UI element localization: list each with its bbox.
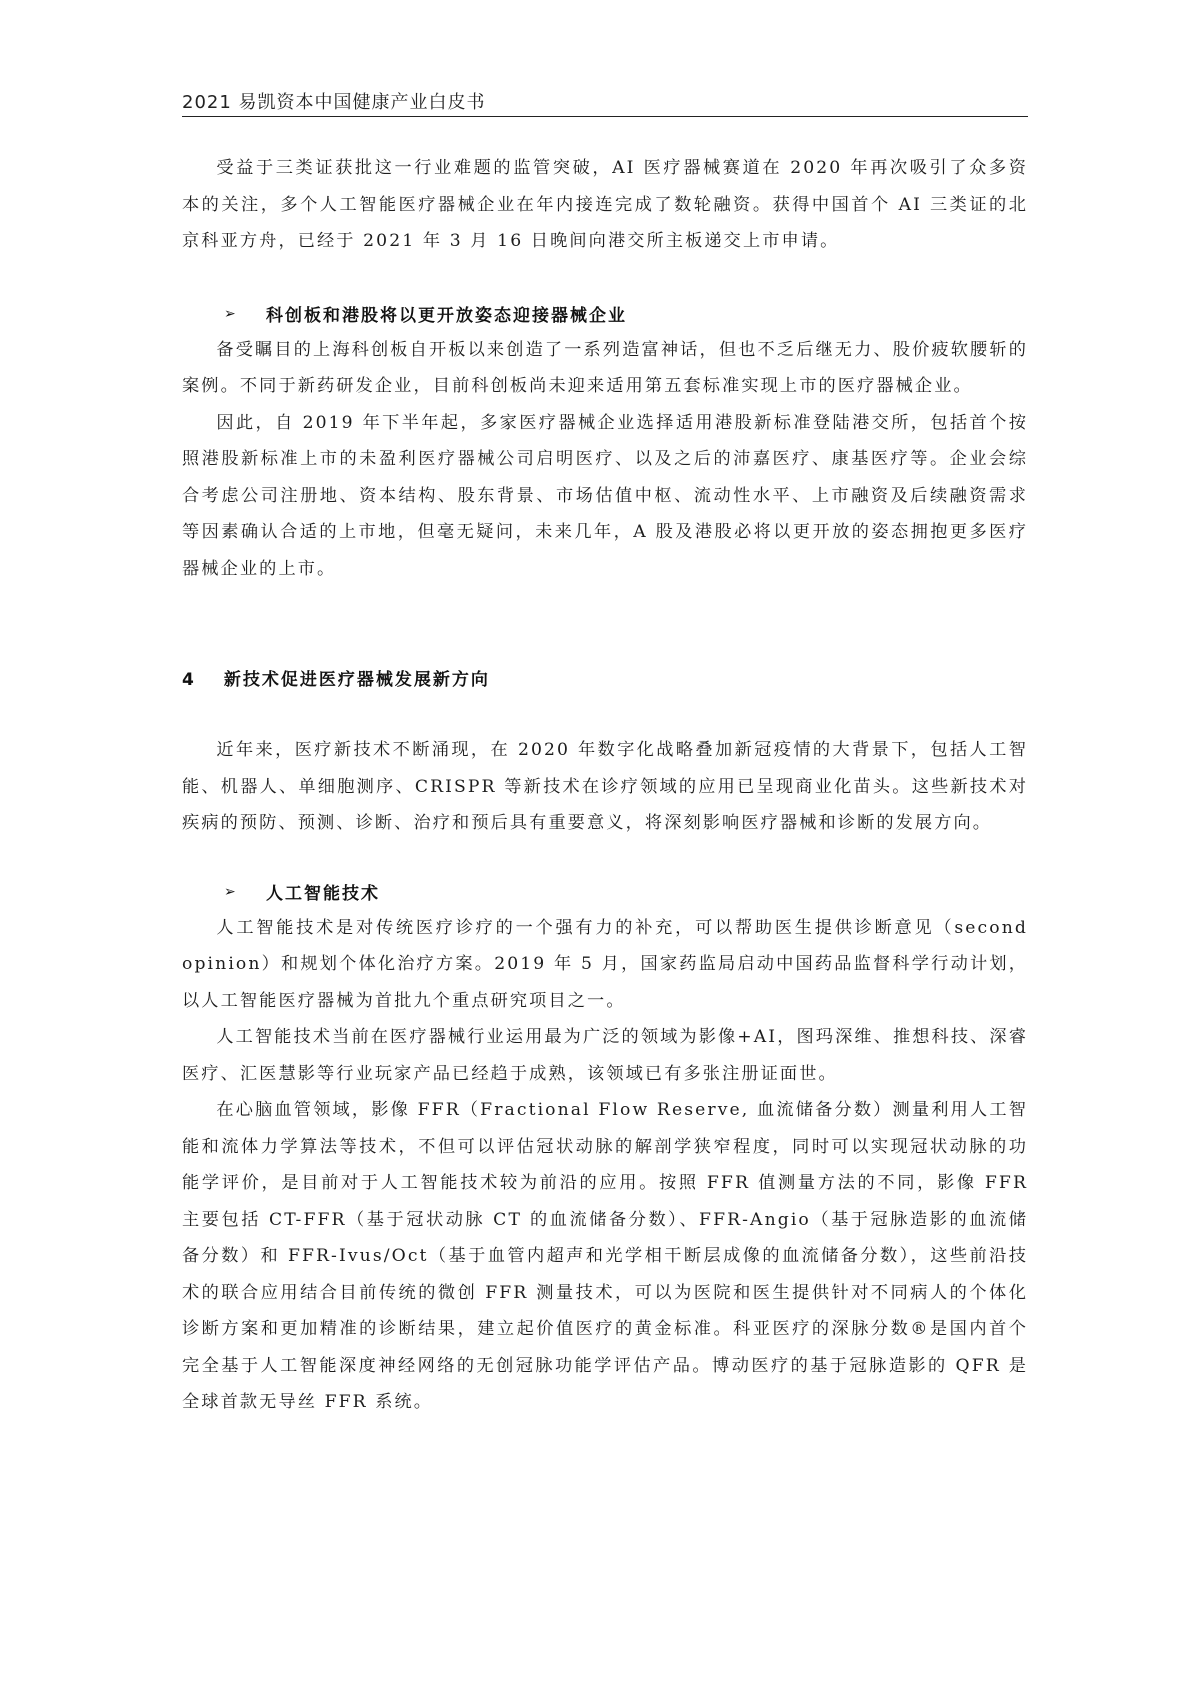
section-heading-4	[182, 665, 1028, 690]
intro-paragraph: 受益于三类证获批这一行业难题的监管突破，AI 医疗器械赛道在 2020 年再次吸引了众多资本的关注，多个人工智能医疗器械企业在年内接连完成了数轮融资。获得中国首个 AI 三类证的北京科亚方舟，已经于 2021 年 3 月 16 日晚间向港交所主板递交上市申请。	[182, 158, 1028, 251]
header-title: 2021 易凯资本中国健康产业白皮书	[182, 92, 486, 113]
subsection-title-ipo: 科创板和港股将以更开放姿态迎接器械企业	[266, 306, 627, 326]
arrow-bullet-icon: ➢	[224, 305, 238, 322]
subsection-heading-ai	[182, 874, 1028, 910]
subsection-title-ai: 人工智能技术	[266, 884, 380, 904]
ipo-paragraph-1: 备受瞩目的上海科创板自开板以来创造了一系列造富神话，但也不乏后继无力、股价疲软腰斩的案例。不同于新药研发企业，目前科创板尚未迎来适用第五套标准实现上市的医疗器械企业。	[182, 339, 1028, 396]
page-header	[182, 86, 1028, 117]
ai-paragraph-2: 人工智能技术当前在医疗器械行业运用最为广泛的领域为影像+AI，图玛深维、推想科技、深睿医疗、汇医慧影等行业玩家产品已经趋于成熟，该领域已有多张注册证面世。	[182, 1027, 1028, 1084]
ipo-paragraph-2: 因此，自 2019 年下半年起，多家医疗器械企业选择适用港股新标准登陆港交所，包括首个按照港股新标准上市的未盈利医疗器械公司启明医疗、以及之后的沛嘉医疗、康基医疗等。企业会综合考虑公司注册地、资本结构、股东背景、市场估值中枢、流动性水平、上市融资及后续融资需求等因素确认合适的上市地，但毫无疑问，未来几年，A 股及港股必将以更开放的姿态拥抱更多医疗器械企业的上市。	[182, 412, 1028, 579]
ai-paragraph-3: 在心脑血管领域，影像 FFR（Fractional Flow Reserve, 血流储备分数）测量利用人工智能和流体力学算法等技术，不但可以评估冠状动脉的解剖学狭窄程度，同时可以实现冠状动脉的功能学评价，是目前对于人工智能技术较为前沿的应用。按照 FFR 值测量方法的不同，影像 FFR 主要包括 CT-FFR（基于冠状动脉 CT 的血流储备分数）、FFR-Angio（基于冠脉造影的血流储备分数）和 FFR-Ivus/Oct（基于血管内超声和光学相干断层成像的血流储备分数），这些前沿技术的联合应用结合目前传统的微创 FFR 测量技术，可以为医院和医生提供针对不同病人的个体化诊断方案和更加精准的诊断结果，建立起价值医疗的黄金标准。科亚医疗的深脉分数®是国内首个完全基于人工智能深度神经网络的无创冠脉功能学评估产品。博动医疗的基于冠脉造影的 QFR 是全球首款无导丝 FFR 系统。	[182, 1100, 1028, 1412]
section-number: 4	[182, 670, 196, 690]
page-content	[182, 150, 1028, 1421]
arrow-bullet-icon: ➢	[224, 883, 238, 900]
section-title: 新技术促进医疗器械发展新方向	[223, 670, 490, 690]
subsection-heading-ipo	[182, 296, 1028, 332]
ai-paragraph-1: 人工智能技术是对传统医疗诊疗的一个强有力的补充，可以帮助医生提供诊断意见（second opinion）和规划个体化治疗方案。2019 年 5 月，国家药监局启动中国药品监督科学行动计划，以人工智能医疗器械为首批九个重点研究项目之一。	[182, 917, 1028, 1011]
section4-paragraph-1: 近年来，医疗新技术不断涌现，在 2020 年数字化战略叠加新冠疫情的大背景下，包括人工智能、机器人、单细胞测序、CRISPR 等新技术在诊疗领域的应用已呈现商业化苗头。这些新技术对疾病的预防、预测、诊断、治疗和预后具有重要意义，将深刻影响医疗器械和诊断的发展方向。	[182, 740, 1028, 833]
